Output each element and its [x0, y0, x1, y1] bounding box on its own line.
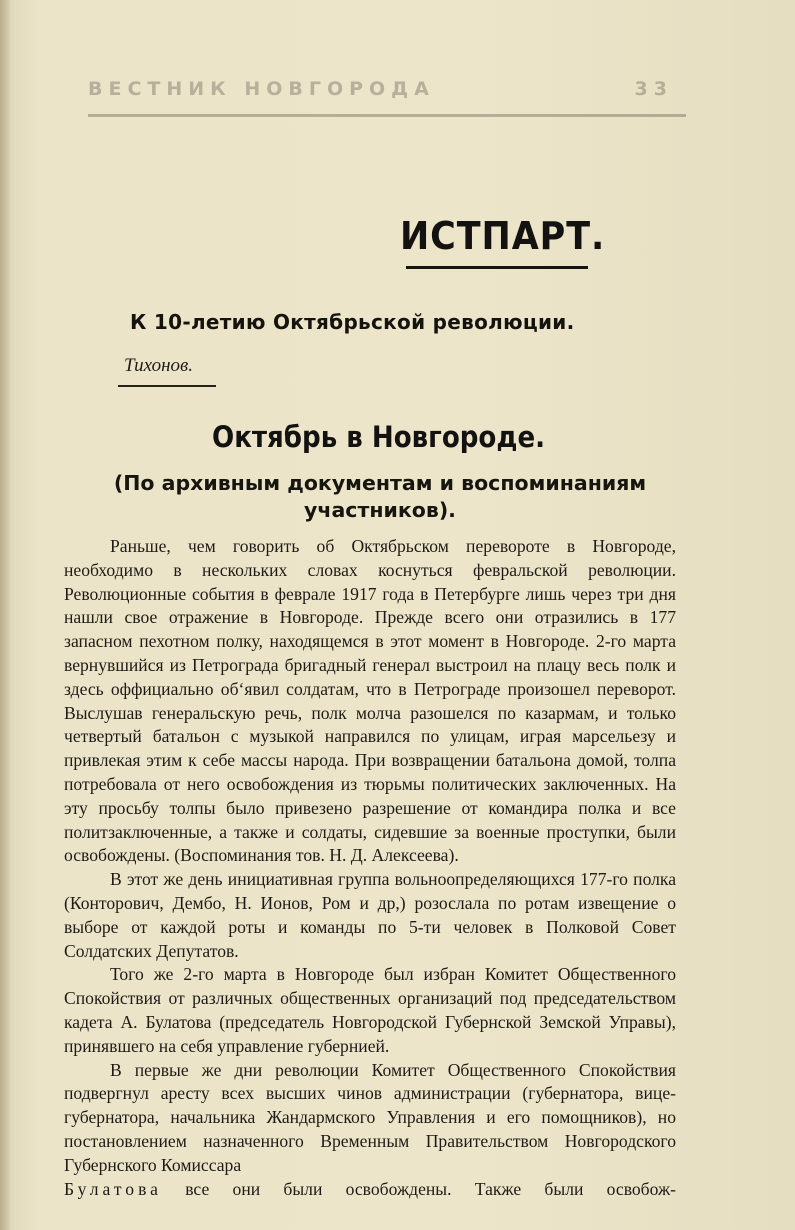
- paragraph: Раньше, чем говорить об Октябрьском перевороте в Новгороде, необходимо в нескольких словах коснуться февральской революции. Революционные события в феврале 1917 года в Петербурге лишь через три дня нашли свое отражение в Новгороде. Прежде всего они отразились в 177 запасном пехотном полку, находящемся в этот момент в Новгороде. 2-го марта вернувшийся из Петрограда бригадный генерал выстроил на плацу весь полк и здесь оффициально об‘явил солдатам, что в Петрограде произошел переворот. Выслушав генеральскую речь, полк молча разошелся по казармам, и только четвертый батальон с музыкой направился по улицам, играя марсельезу и привлекая этим к себе массы народа. При возвращении батальона домой, толпа потребовала от него освобождения из тюрьмы политических заключенных. На эту просьбу толпы было привезено разрешение от командира полка и все политзаключенные, а также и солдаты, сидевшие за военные проступки, были освобождены. (Воспоминания тов. Н. Д. Алексеева).: [64, 536, 676, 866]
- page-number: 33: [634, 78, 673, 100]
- spaced-name: Булатова: [64, 1178, 162, 1199]
- running-head-rule: [88, 114, 686, 117]
- book-spine-shadow: [0, 0, 10, 1230]
- section-title: ИСТПАРТ.: [400, 214, 606, 258]
- running-head: [88, 78, 683, 100]
- paragraph: В этот же день инициативная группа вольноопределяющихся 177-го полка (Конторович, Дембо, Н. Ионов, Ром и др,) розослала по ротам извещение о выборе от каждой роты и команды по 5-ти человек в Полковой Совет Солдатских Депутатов.: [64, 869, 676, 961]
- article-title: Октябрь в Новгороде.: [212, 420, 546, 454]
- paragraph: В первые же дни революции Комитет Общественного Спокойствия подвергнул аресту всех высших чинов администрации (губернатора, вице-губернатора, начальника Жандармского Управления и его помощников), но постановлением назначенного Временным Правительством Новгородского Губернского Комиссара: [64, 1059, 676, 1175]
- article-subtitle: (По архивным документам и воспоминаниям участников).: [113, 471, 647, 522]
- author-name: Тихонов.: [124, 355, 193, 376]
- author-underline: [118, 385, 216, 387]
- continuation-text: все они были освобождены. Также были освобож-: [161, 1178, 676, 1199]
- paragraph-continuation: [64, 1178, 676, 1202]
- paragraph: Того же 2-го марта в Новгороде был избран Комитет Общественного Спокойствия от различных общественных организаций под председательством кадета А. Булатова (председатель Новгородской Губернской Земской Управы), принявшего на себя управление губернией.: [64, 964, 676, 1056]
- section-title-underline: [406, 266, 588, 269]
- article-body: [64, 535, 676, 1201]
- running-head-text: ВЕСТНИК НОВГОРОДА: [88, 78, 435, 100]
- subheading: К 10-летию Октябрьской революции.: [130, 310, 575, 334]
